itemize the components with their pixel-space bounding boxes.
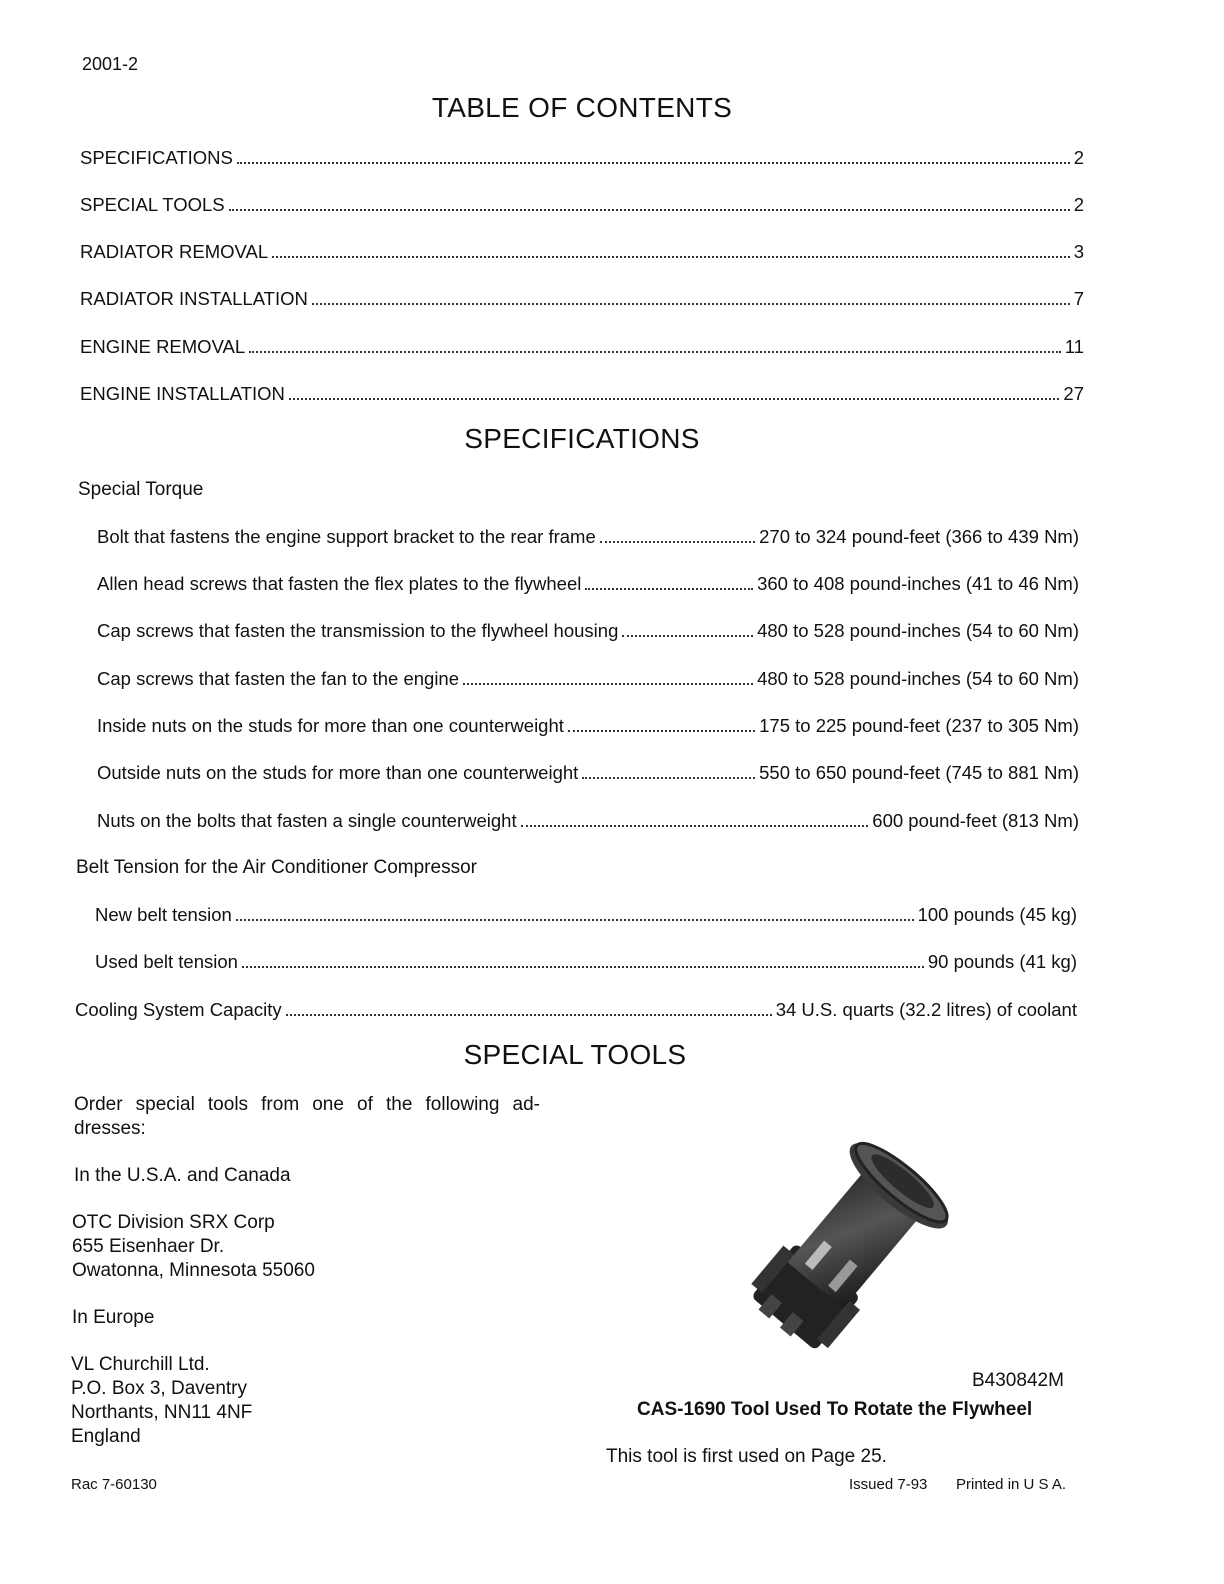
toc-entry-page: 2 — [1073, 194, 1084, 215]
spec-label: Outside nuts on the studs for more than one counterweight — [97, 762, 579, 783]
toc-entry-label: ENGINE INSTALLATION — [80, 383, 285, 404]
leader-dots — [463, 681, 753, 685]
spec-value: 600 pound-feet (813 Nm) — [872, 810, 1079, 831]
spec-label: Cap screws that fasten the fan to the engine — [97, 668, 460, 689]
address-line: Northants, NN11 4NF — [71, 1402, 253, 1423]
toc-entry-label: RADIATOR REMOVAL — [80, 241, 269, 262]
torque-spec-row — [97, 762, 1079, 784]
toc-entry[interactable] — [80, 194, 1084, 216]
spec-label: Cooling System Capacity — [75, 999, 282, 1020]
spec-value: 480 to 528 pound-inches (54 to 60 Nm) — [757, 668, 1079, 689]
figure-id: B430842M — [972, 1370, 1064, 1391]
address-line: P.O. Box 3, Daventry — [71, 1378, 248, 1399]
leader-dots — [600, 539, 755, 543]
first-used-note: This tool is first used on Page 25. — [606, 1446, 887, 1467]
spec-value: 270 to 324 pound-feet (366 to 439 Nm) — [759, 526, 1079, 547]
leader-dots — [585, 586, 753, 590]
europe-address — [71, 1353, 252, 1449]
leader-dots — [249, 349, 1061, 353]
cooling-capacity-row — [75, 999, 1077, 1021]
torque-spec-row — [97, 668, 1079, 690]
footer-printed: Printed in U S A. — [956, 1476, 1067, 1493]
address-line: VL Churchill Ltd. — [71, 1354, 210, 1375]
spec-label: Cap screws that fasten the transmission to the flywheel housing — [97, 620, 619, 641]
special-tools-title: SPECIAL TOOLS — [463, 1039, 687, 1070]
torque-spec-row — [97, 526, 1079, 548]
toc-entry-label: ENGINE REMOVAL — [80, 336, 246, 357]
page-number: 2001-2 — [82, 54, 139, 74]
specifications-title: SPECIFICATIONS — [464, 423, 700, 454]
torque-spec-row — [97, 620, 1079, 642]
toc-entry[interactable] — [80, 241, 1084, 263]
spec-label: Allen head screws that fasten the flex plates to the flywheel — [97, 573, 582, 594]
address-line: OTC Division SRX Corp — [72, 1212, 275, 1233]
leader-dots — [286, 1012, 772, 1016]
torque-spec-row — [97, 715, 1079, 737]
toc-entry-label: SPECIFICATIONS — [80, 147, 233, 168]
leader-dots — [568, 728, 755, 732]
usa-heading: In the U.S.A. and Canada — [74, 1165, 291, 1186]
address-line: Owatonna, Minnesota 55060 — [72, 1260, 315, 1281]
belt-spec-row — [95, 951, 1077, 973]
spec-value: 90 pounds (41 kg) — [927, 951, 1077, 972]
leader-dots — [622, 633, 753, 637]
torque-spec-row — [97, 810, 1079, 832]
leader-dots — [582, 775, 755, 779]
belt-tension-heading: Belt Tension for the Air Conditioner Compressor — [76, 857, 477, 878]
spec-value: 100 pounds (45 kg) — [917, 904, 1077, 925]
footer-doc-number: Rac 7-60130 — [71, 1476, 157, 1493]
spec-label: Inside nuts on the studs for more than one counterweight — [97, 715, 564, 736]
toc-entry-page: 3 — [1073, 241, 1084, 262]
special-tools-intro-line2: dresses: — [74, 1118, 146, 1139]
toc-entry-page: 2 — [1073, 147, 1084, 168]
footer-issued: Issued 7-93 — [849, 1476, 928, 1493]
spec-label: Used belt tension — [95, 951, 238, 972]
usa-address — [72, 1211, 315, 1283]
spec-value: 550 to 650 pound-feet (745 to 881 Nm) — [759, 762, 1079, 783]
spec-label: New belt tension — [95, 904, 232, 925]
address-line: England — [71, 1426, 141, 1447]
special-tools-intro-line1: Order special tools from one of the following ad- — [74, 1094, 540, 1115]
torque-spec-row — [97, 573, 1079, 595]
leader-dots — [272, 254, 1070, 258]
toc-entry[interactable] — [80, 336, 1084, 358]
toc-entry-page: 11 — [1064, 336, 1084, 357]
spec-value: 480 to 528 pound-inches (54 to 60 Nm) — [757, 620, 1079, 641]
toc-entry-label: SPECIAL TOOLS — [80, 194, 225, 215]
spec-value: 34 U.S. quarts (32.2 litres) of coolant — [775, 999, 1077, 1020]
europe-heading: In Europe — [72, 1307, 155, 1328]
flywheel-tool-image — [730, 1128, 970, 1360]
spec-value: 360 to 408 pound-inches (41 to 46 Nm) — [757, 573, 1079, 594]
leader-dots — [237, 160, 1070, 164]
toc-entry[interactable] — [80, 383, 1084, 405]
toc-entry[interactable] — [80, 147, 1084, 169]
leader-dots — [242, 964, 924, 968]
leader-dots — [312, 301, 1070, 305]
toc-entry[interactable] — [80, 288, 1084, 310]
leader-dots — [521, 823, 869, 827]
special-torque-heading: Special Torque — [78, 479, 204, 500]
leader-dots — [236, 917, 914, 921]
toc-entry-label: RADIATOR INSTALLATION — [80, 288, 308, 309]
leader-dots — [229, 207, 1070, 211]
address-line: 655 Eisenhaer Dr. — [72, 1236, 225, 1257]
toc-entry-page: 27 — [1063, 383, 1084, 404]
spec-label: Bolt that fastens the engine support bracket to the rear frame — [97, 526, 596, 547]
toc-entry-page: 7 — [1073, 288, 1084, 309]
leader-dots — [289, 396, 1060, 400]
spec-label: Nuts on the bolts that fasten a single counterweight — [97, 810, 517, 831]
belt-spec-row — [95, 904, 1077, 926]
toc-title: TABLE OF CONTENTS — [431, 92, 733, 123]
figure-caption: CAS-1690 Tool Used To Rotate the Flywheel — [637, 1399, 1033, 1420]
spec-value: 175 to 225 pound-feet (237 to 305 Nm) — [759, 715, 1079, 736]
